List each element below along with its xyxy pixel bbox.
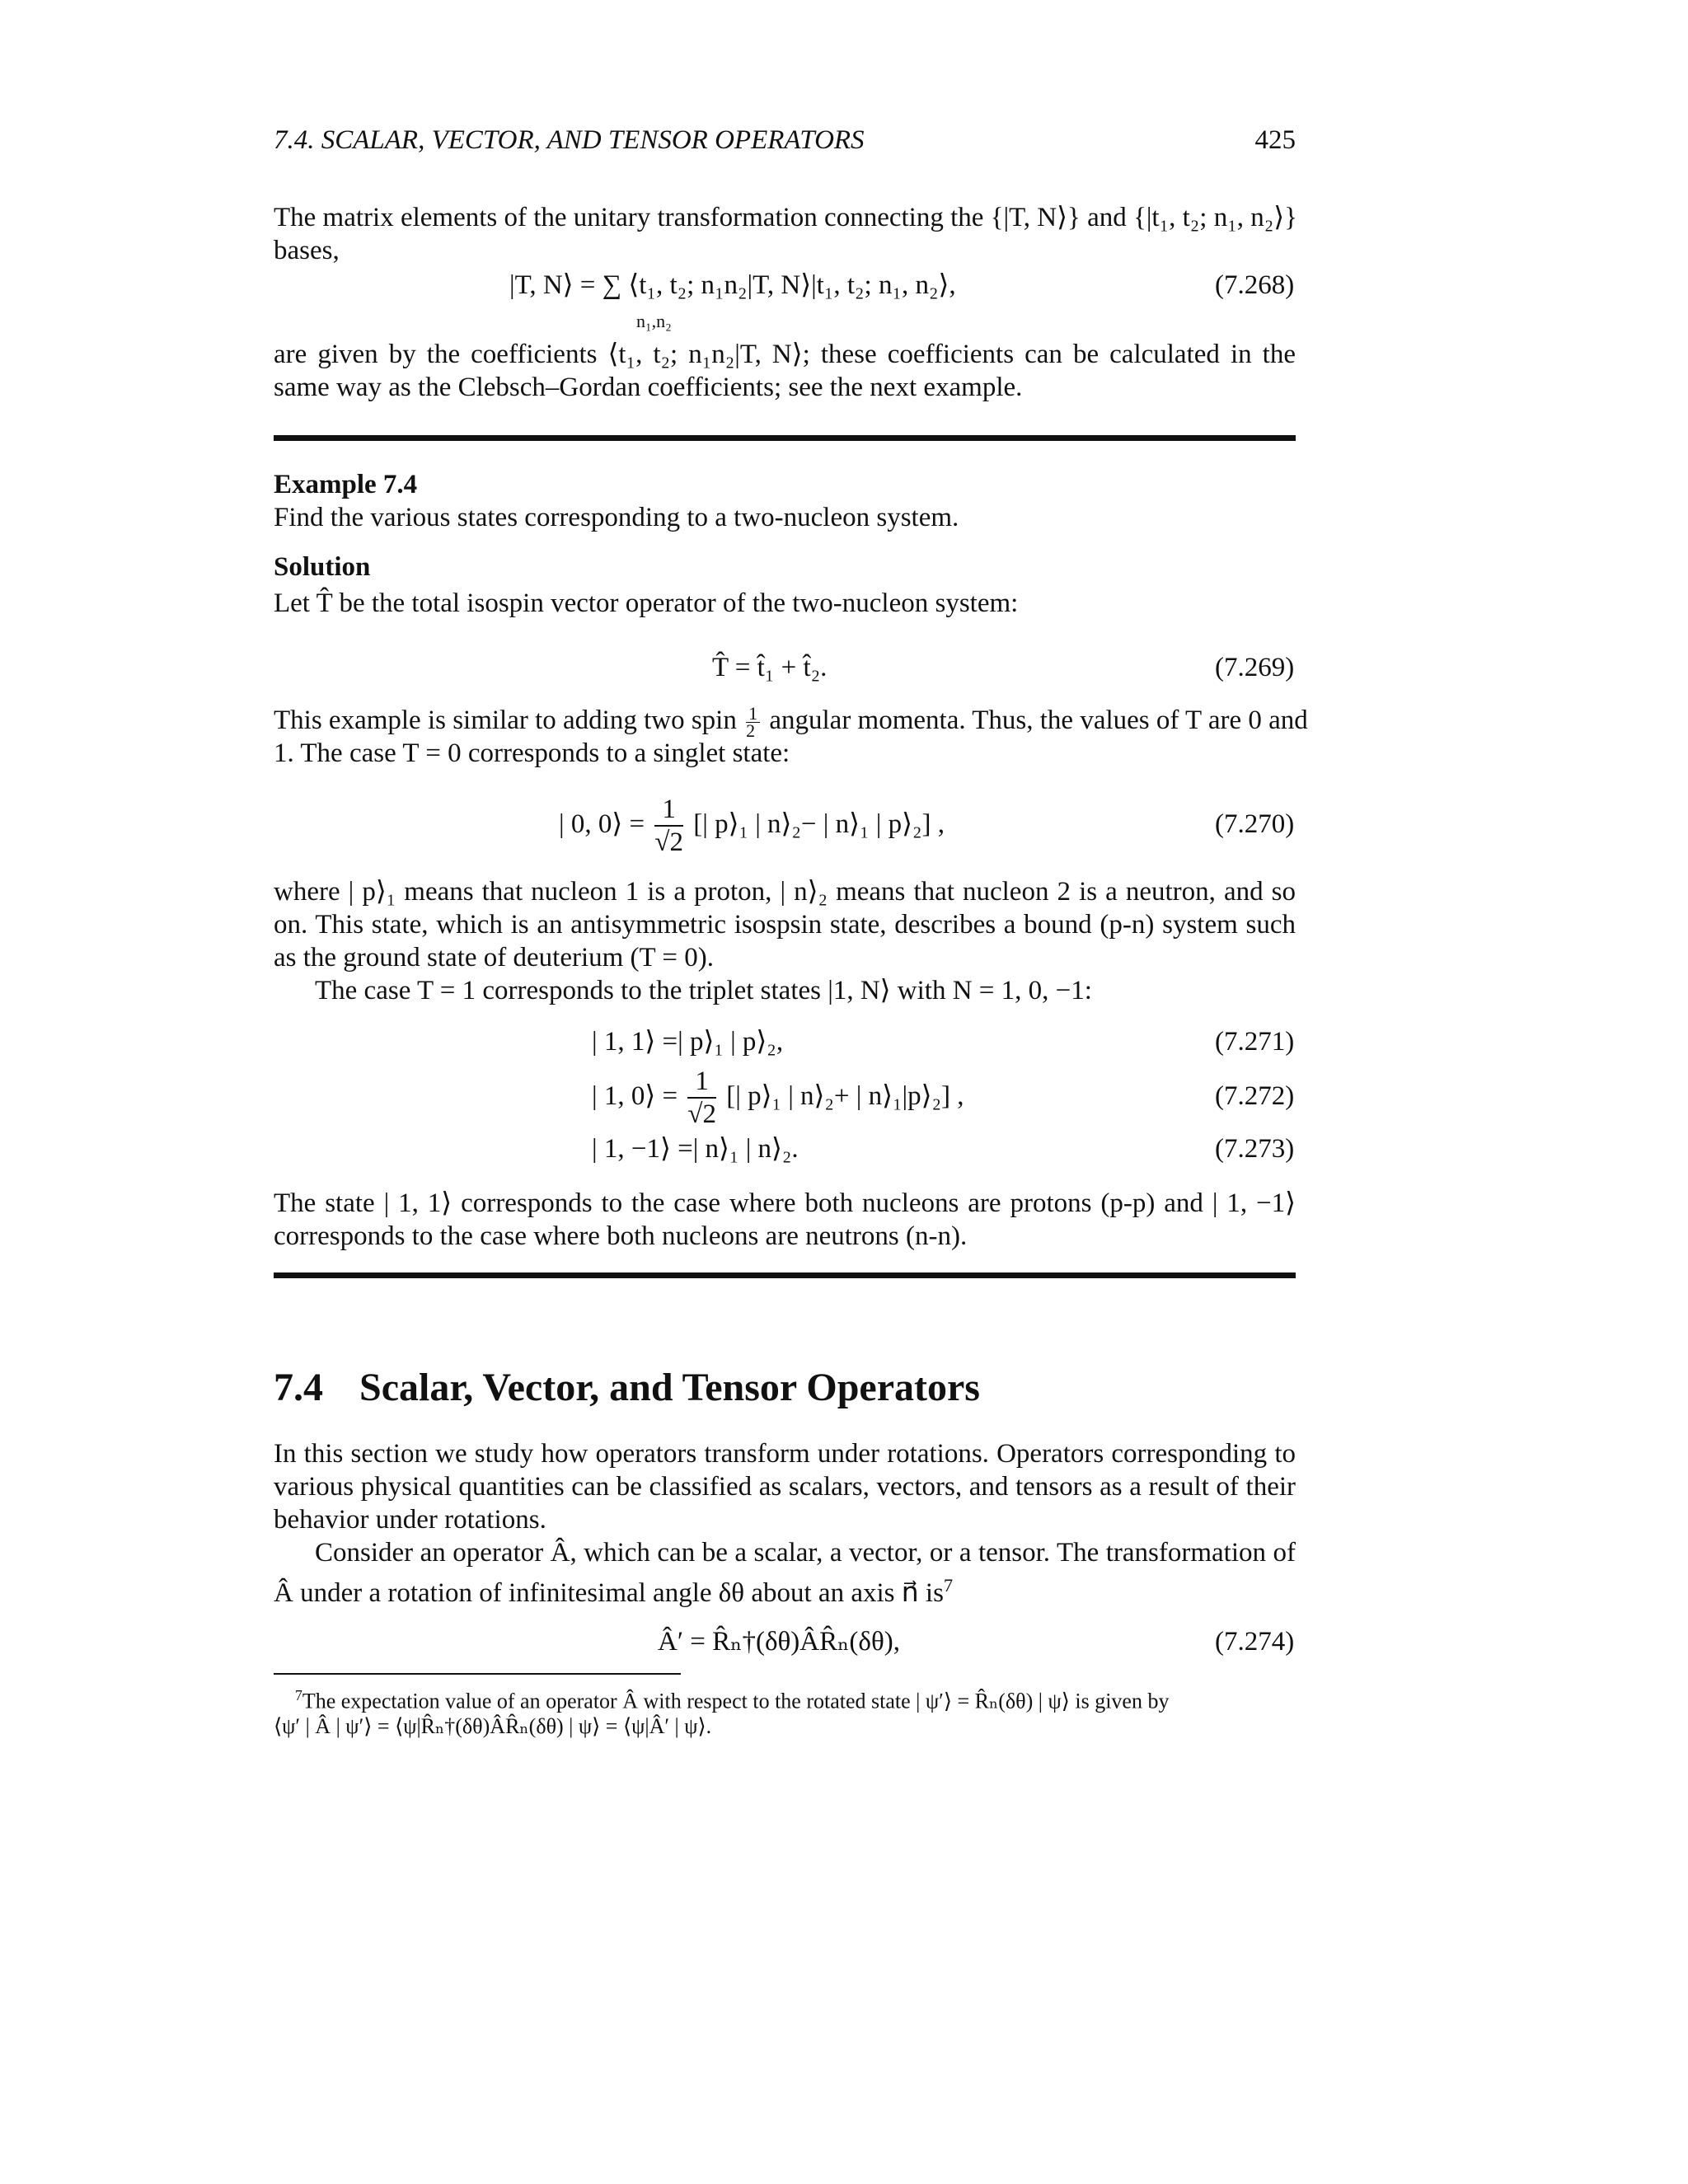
equation-7-270 bbox=[559, 791, 945, 858]
equation-7-268: |T, N⟩ = ∑ ⟨t₁, t₂; n₁n₂|T, N⟩|t₁, t₂; n₁, n₂⟩, bbox=[509, 270, 956, 300]
footnote-line-1-text: The expectation value of an operator Â with respect to the rotated state | ψ′⟩ = R̂ₙ(δθ) | ψ⟩ is given by bbox=[302, 1689, 1170, 1713]
equation-7-274: Â′ = R̂ₙ†(δθ)ÂR̂ₙ(δθ), bbox=[658, 1627, 900, 1657]
section-p2-line-2-text: Â under a rotation of infinitesimal angle δθ about an axis n⃗ is bbox=[274, 1578, 944, 1608]
example-bottom-rule bbox=[274, 1272, 1296, 1278]
section-number: 7.4 bbox=[274, 1366, 323, 1409]
footnote-line-1 bbox=[295, 1681, 1296, 1716]
similar-line-2: 1. The case T = 0 corresponds to a singlet state: bbox=[274, 738, 790, 768]
equation-7-272-lhs: | 1, 0⟩ = bbox=[592, 1081, 678, 1111]
running-title: 7.4. SCALAR, VECTOR, AND TENSOR OPERATORS bbox=[274, 125, 865, 155]
solution-label: Solution bbox=[274, 552, 371, 582]
section-p2-line-2 bbox=[274, 1569, 1296, 1610]
intro-line-3: are given by the coefficients ⟨t₁, t₂; n₁n₂|T, N⟩; these coefficients can be calculated in the bbox=[274, 340, 1296, 369]
where-line-1: where | p⟩₁ means that nucleon 1 is a proton, | n⟩₂ means that nucleon 2 is a neutron, and so bbox=[274, 877, 1296, 907]
one-over-root-two-2 bbox=[687, 1066, 716, 1130]
running-header bbox=[274, 125, 1296, 156]
section-p1-line-2: various physical quantities can be classified as scalars, vectors, and tensors as a result of their bbox=[274, 1472, 1296, 1502]
triplet-line: The case T = 1 corresponds to the triplet states |1, N⟩ with N = 1, 0, −1: bbox=[315, 976, 1092, 1005]
example-prompt: Find the various states corresponding to a two-nucleon system. bbox=[274, 503, 959, 532]
where-line-2: on. This state, which is an antisymmetric isospsin state, describes a bound (p-n) system such bbox=[274, 910, 1296, 940]
section-p2-line-1: Consider an operator Â, which can be a scalar, a vector, or a tensor. The transformation of bbox=[315, 1538, 1296, 1568]
equation-7-270-lhs: | 0, 0⟩ = bbox=[559, 809, 645, 839]
equation-7-272-rhs: [| p⟩₁ | n⟩₂+ | n⟩₁|p⟩₂] , bbox=[726, 1081, 964, 1111]
similar-line-1 bbox=[274, 702, 1308, 741]
example-title: Example 7.4 bbox=[274, 470, 418, 499]
equation-number-7-270: (7.270) bbox=[1215, 809, 1295, 839]
where-line-3: as the ground state of deuterium (T = 0). bbox=[274, 943, 714, 972]
solution-line-1: Let T̂ be the total isospin vector operator of the two-nucleon system: bbox=[274, 588, 1019, 618]
section-heading bbox=[274, 1365, 980, 1410]
footnote-reference: 7 bbox=[943, 1575, 954, 1596]
fraction-denominator-2: √2 bbox=[687, 1099, 716, 1130]
fraction-denominator: √2 bbox=[654, 827, 683, 858]
intro-line-1: The matrix elements of the unitary transformation connecting the {|T, N⟩} and {|t₁, t₂; n₁, n₂⟩} bbox=[274, 203, 1297, 232]
equation-7-272 bbox=[592, 1063, 964, 1130]
page-number: 425 bbox=[1254, 125, 1296, 155]
similar-line-1-a: This example is similar to adding two spin bbox=[274, 705, 737, 735]
footnote-mark: 7 bbox=[295, 1687, 302, 1704]
equation-number-7-272: (7.272) bbox=[1215, 1081, 1295, 1111]
intro-line-4: same way as the Clebsch–Gordan coefficients; see the next example. bbox=[274, 373, 1023, 402]
equation-7-271: | 1, 1⟩ =| p⟩₁ | p⟩₂, bbox=[592, 1027, 784, 1057]
fraction-numerator-2: 1 bbox=[687, 1066, 716, 1099]
state-line-1: The state | 1, 1⟩ corresponds to the case where both nucleons are protons (p-p) and | 1, −1⟩ bbox=[274, 1188, 1296, 1218]
equation-number-7-273: (7.273) bbox=[1215, 1134, 1295, 1164]
footnote-rule bbox=[274, 1673, 681, 1675]
one-over-root-two bbox=[654, 794, 683, 858]
example-top-rule bbox=[274, 435, 1296, 441]
half-numerator: 1 bbox=[746, 705, 760, 723]
one-half-fraction bbox=[746, 702, 760, 741]
equation-7-273: | 1, −1⟩ =| n⟩₁ | n⟩₂. bbox=[592, 1134, 799, 1164]
section-title: Scalar, Vector, and Tensor Operators bbox=[359, 1366, 980, 1409]
equation-number-7-274: (7.274) bbox=[1215, 1627, 1295, 1657]
intro-line-2: bases, bbox=[274, 236, 340, 265]
state-line-2: corresponds to the case where both nucleons are neutrons (n-n). bbox=[274, 1221, 968, 1251]
similar-line-1-b: angular momenta. Thus, the values of T are 0 and bbox=[769, 705, 1308, 735]
footnote-line-2: ⟨ψ′ | Â | ψ′⟩ = ⟨ψ|R̂ₙ†(δθ)ÂR̂ₙ(δθ) | ψ⟩ = ⟨ψ|Â′ | ψ⟩. bbox=[274, 1714, 712, 1738]
half-denominator: 2 bbox=[746, 719, 756, 741]
equation-number-7-269: (7.269) bbox=[1215, 653, 1295, 682]
equation-number-7-268: (7.268) bbox=[1215, 270, 1295, 300]
equation-7-268-subscript: n₁,n₂ bbox=[636, 311, 672, 331]
fraction-numerator: 1 bbox=[654, 794, 683, 827]
section-p1-line-3: behavior under rotations. bbox=[274, 1505, 546, 1535]
equation-7-269: T̂ = t̂₁ + t̂₂. bbox=[712, 653, 828, 682]
section-p1-line-1: In this section we study how operators transform under rotations. Operators corresponding to bbox=[274, 1439, 1296, 1469]
equation-number-7-271: (7.271) bbox=[1215, 1027, 1295, 1057]
equation-7-270-rhs: [| p⟩₁ | n⟩₂− | n⟩₁ | p⟩₂] , bbox=[693, 809, 945, 839]
